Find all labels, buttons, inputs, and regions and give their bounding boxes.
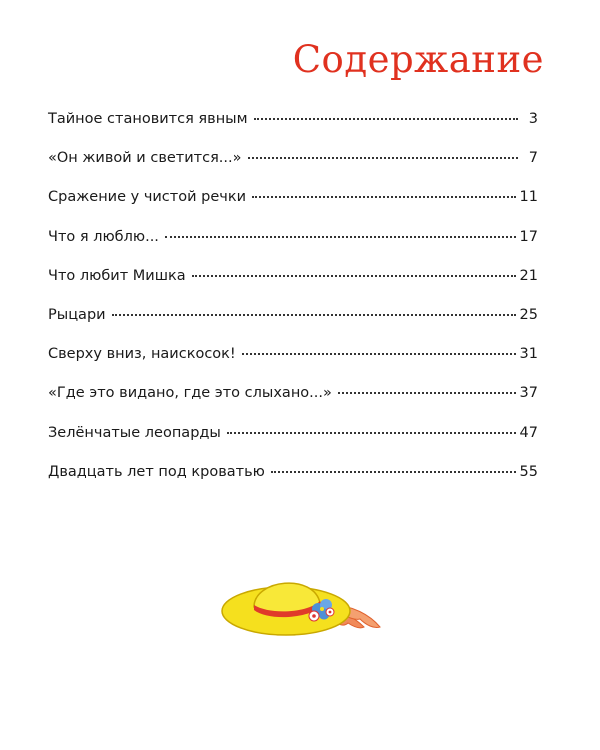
toc-entry-title: «Где это видано, где это слыхано...» <box>48 385 332 402</box>
toc-entry-page: 3 <box>528 111 538 127</box>
toc-entry-page: 21 <box>519 267 538 284</box>
dot-leader <box>242 353 516 355</box>
toc-entry-page: 37 <box>519 385 538 402</box>
toc-entry-page: 55 <box>519 463 538 480</box>
toc-entry[interactable] <box>48 347 538 386</box>
dot-leader <box>248 157 519 159</box>
toc-entry[interactable] <box>48 269 538 308</box>
toc-entry-page: 47 <box>519 424 538 441</box>
toc-entry[interactable] <box>48 112 538 151</box>
toc-entry-title: Зелёнчатые леопарды <box>48 424 221 441</box>
page-title: Содержание <box>292 38 544 81</box>
toc-entry-title: Рыцари <box>48 306 106 323</box>
dot-leader <box>165 236 516 238</box>
toc-entry[interactable] <box>48 151 538 190</box>
toc-entry[interactable] <box>48 426 538 465</box>
toc-entry-title: Сверху вниз, наискосок! <box>48 346 236 363</box>
toc-entry[interactable] <box>48 190 538 229</box>
toc-entry-page: 11 <box>519 189 538 206</box>
dot-leader <box>252 196 516 198</box>
toc-entry-title: Двадцать лет под кроватью <box>48 463 265 480</box>
dot-leader <box>227 432 516 434</box>
toc-entry-title: Что любит Мишка <box>48 267 186 284</box>
dot-leader <box>192 275 516 277</box>
dot-leader <box>271 471 516 473</box>
toc-entry-page: 7 <box>528 150 538 167</box>
toc-entry-title: Сражение у чистой речки <box>48 189 247 206</box>
toc-entry[interactable] <box>48 230 538 269</box>
straw-hat-icon <box>214 565 384 645</box>
dot-leader <box>254 118 518 120</box>
toc-entry-page: 31 <box>519 346 538 363</box>
toc-entry-title: Тайное становится явным <box>48 111 248 127</box>
toc-entry-page: 17 <box>519 228 538 245</box>
dot-leader <box>338 392 516 394</box>
toc-entry-title: Что я люблю... <box>48 228 159 245</box>
toc-entry[interactable] <box>48 308 538 347</box>
toc-entry[interactable] <box>48 386 538 425</box>
toc-entry[interactable] <box>48 465 538 504</box>
dot-leader <box>112 314 516 316</box>
table-of-contents <box>48 112 538 504</box>
toc-entry-page: 25 <box>519 306 538 323</box>
toc-entry-title: «Он живой и светится...» <box>48 150 242 167</box>
